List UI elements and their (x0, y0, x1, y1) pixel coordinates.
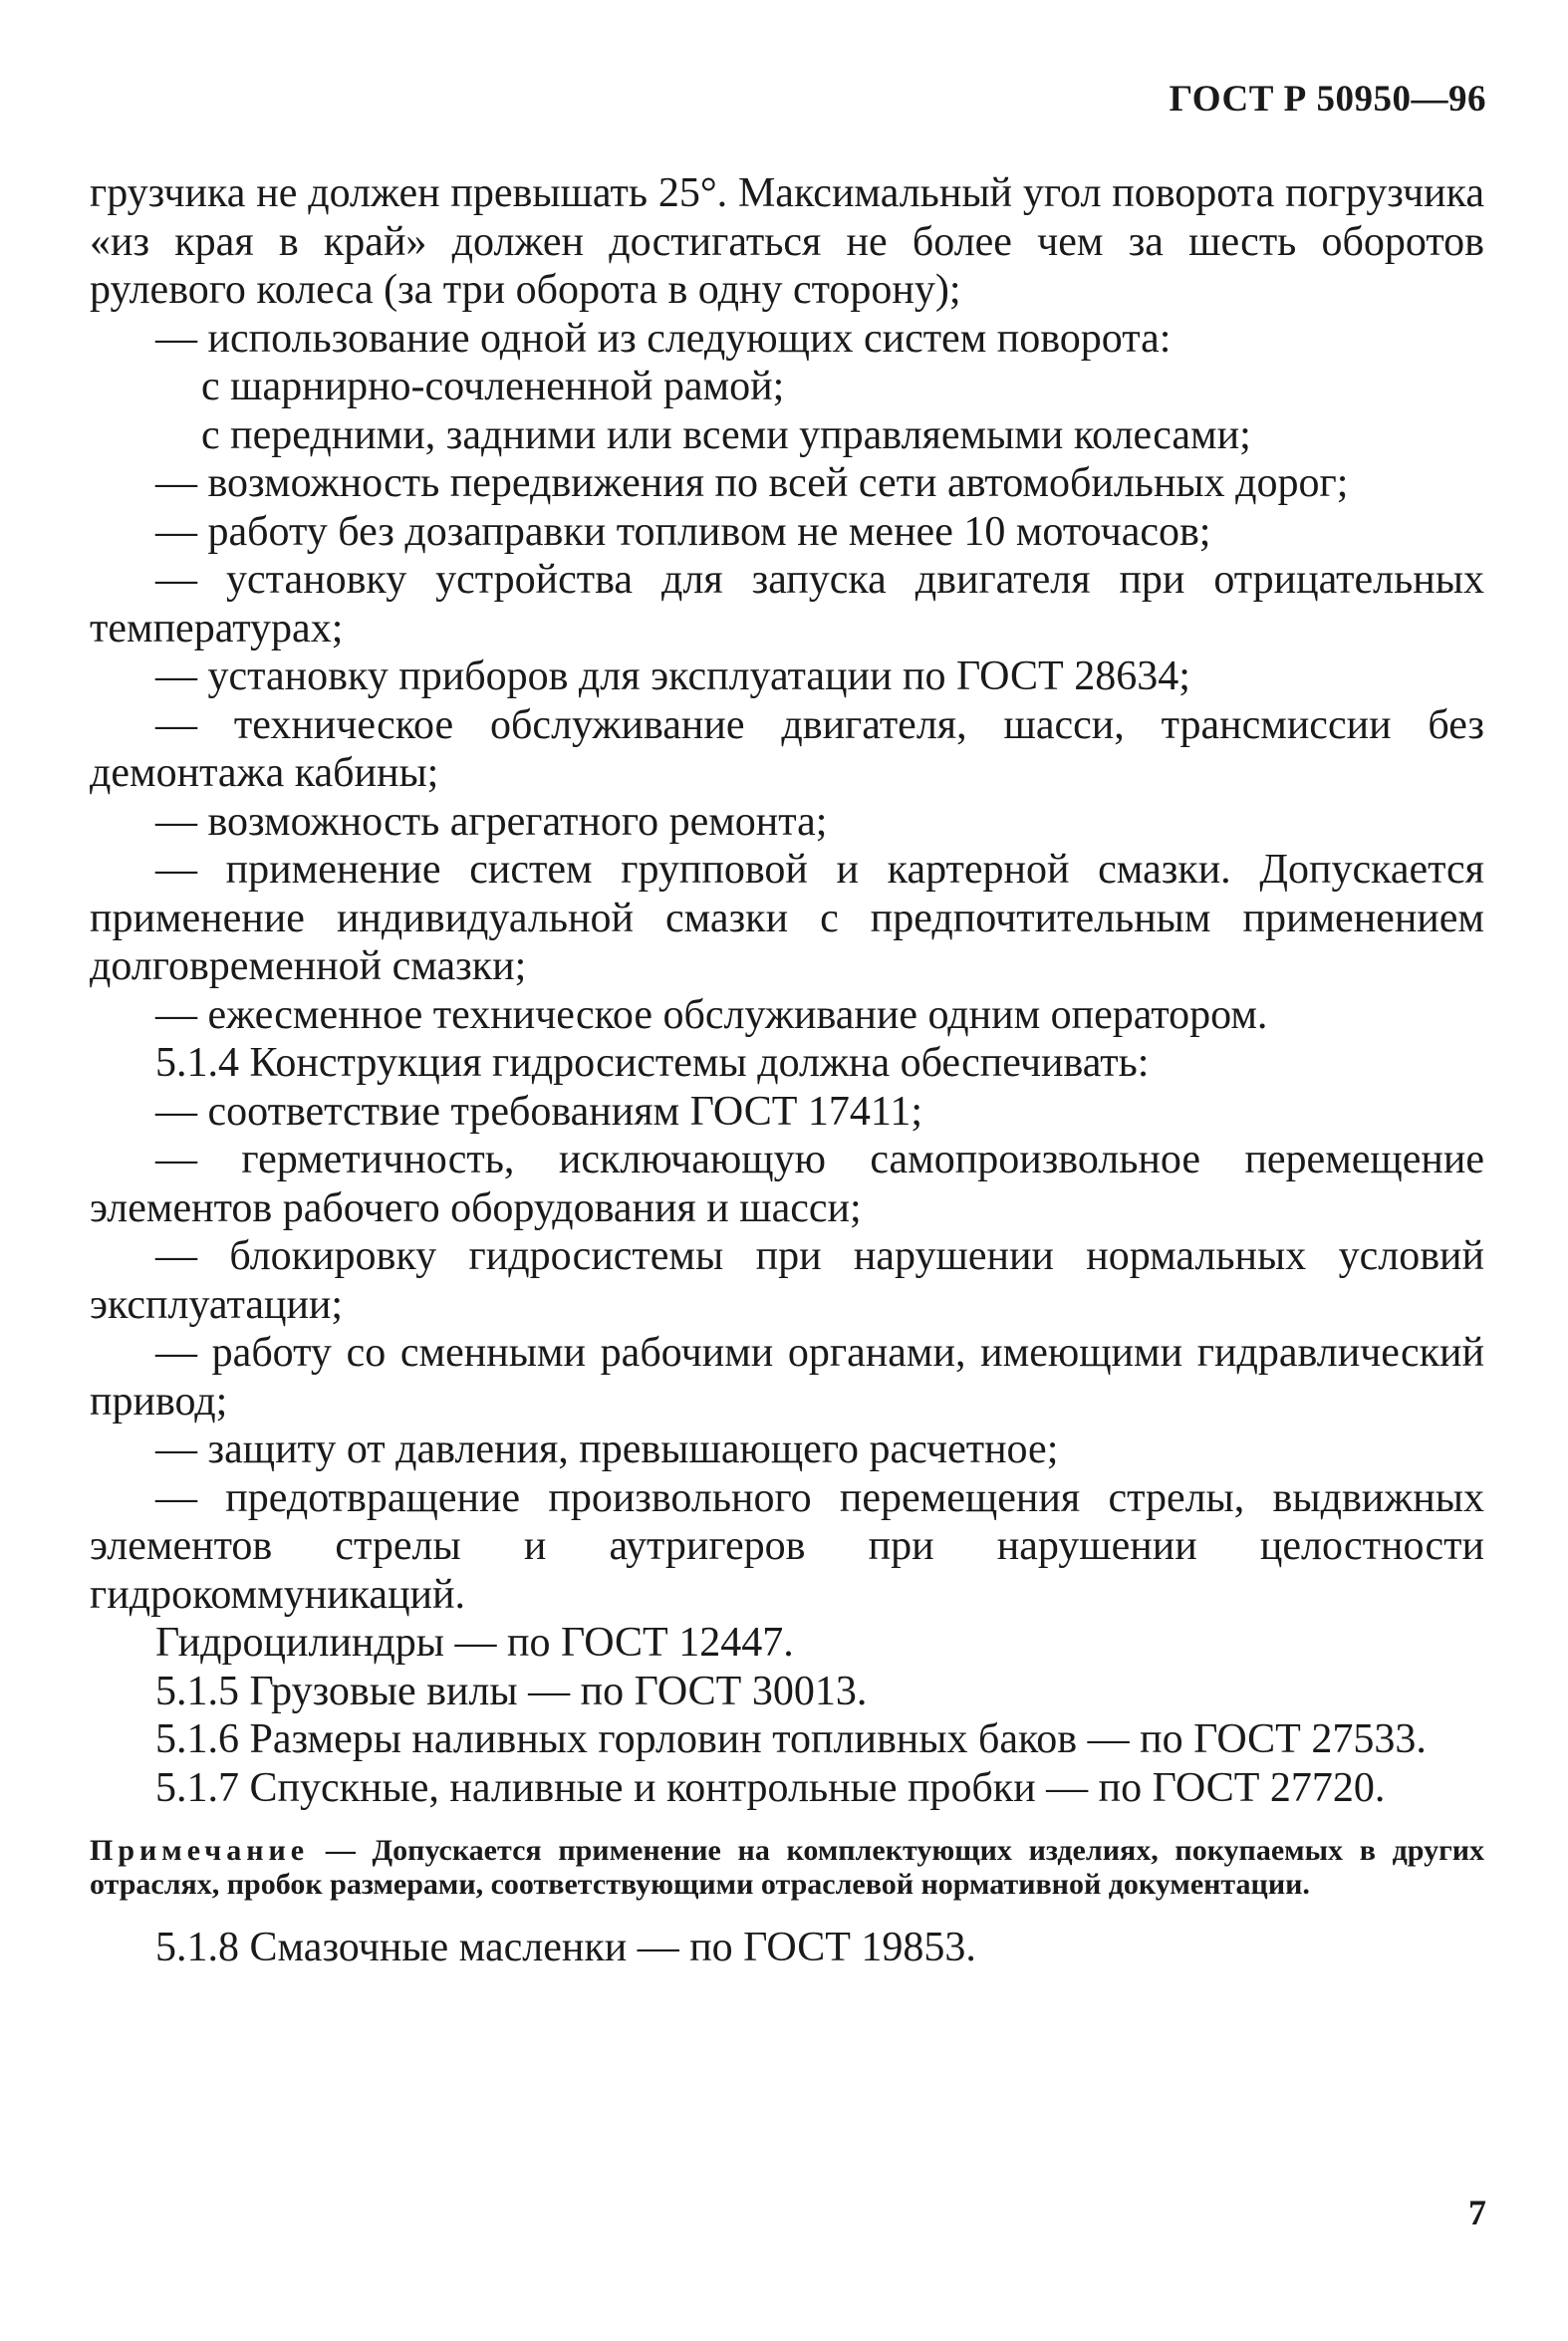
note-label: Примечание (90, 1834, 310, 1867)
note (90, 1834, 1484, 1902)
standard-header: ГОСТ Р 50950—96 (1169, 79, 1486, 120)
list-item: — герметичность, исключающую самопроизвольное перемещение элементов рабочего оборудования и шасси; (90, 1137, 1484, 1231)
body-text (90, 169, 1484, 1972)
note-text: — Допускается применение на комплектующих изделиях, покупаемых в других отраслях, пробок размерами, соответствующими отраслевой нормативной документации. (90, 1834, 1484, 1901)
list-item: — блокировку гидросистемы при нарушении нормальных условий эксплуатации; (90, 1233, 1484, 1328)
list-item: — защиту от давления, превышающего расчетное; (155, 1427, 1059, 1472)
list-item: — использование одной из следующих систем поворота: (155, 315, 1172, 362)
sub-list-item: с передними, задними или всеми управляемыми колесами; (201, 411, 1251, 458)
list-item: — предотвращение произвольного перемещения стрелы, выдвижных элементов стрелы и аутригеров при нарушении целостности гидрокоммуникаций. (90, 1474, 1484, 1618)
hydraulic-cylinders-line: Гидроцилиндры — по ГОСТ 12447. (155, 1620, 794, 1666)
list-item: — возможность передвижения по всей сети автомобильных дорог; (155, 460, 1349, 506)
list-item: — работу со сменными рабочими органами, имеющими гидравлический привод; (90, 1330, 1484, 1425)
section-5-1-8: 5.1.8 Смазочные масленки — по ГОСТ 19853. (155, 1925, 976, 1970)
list-item: — возможность агрегатного ремонта; (155, 798, 828, 845)
section-5-1-7: 5.1.7 Спускные, наливные и контрольные пробки — по ГОСТ 27720. (155, 1764, 1386, 1811)
list-item: — работу без дозаправки топливом не менее 10 моточасов; (155, 508, 1211, 555)
list-item: — техническое обслуживание двигателя, шасси, трансмиссии без демонтажа кабины; (90, 701, 1484, 796)
section-5-1-4: 5.1.4 Конструкция гидросистемы должна обеспечивать: (155, 1040, 1150, 1086)
list-item: — применение систем групповой и картерной смазки. Допускается применение индивидуальной смазки с предпочтительным применением долговременной смазки; (90, 847, 1484, 989)
sub-list-item: с шарнирно-сочлененной рамой; (201, 364, 785, 409)
list-item: — установку приборов для эксплуатации по ГОСТ 28634; (155, 653, 1190, 699)
list-item: — ежесменное техническое обслуживание одним оператором. (155, 991, 1268, 1038)
page-number: 7 (1468, 2193, 1486, 2232)
section-5-1-5: 5.1.5 Грузовые вилы — по ГОСТ 30013. (155, 1668, 868, 1714)
list-item: — установку устройства для запуска двигателя при отрицательных температурах; (90, 557, 1484, 651)
list-item: — соответствие требованиям ГОСТ 17411; (155, 1088, 922, 1135)
paragraph: грузчика не должен превышать 25°. Максимальный угол поворота погрузчика «из края в край» должен достигаться не более чем за шесть оборотов рулевого колеса (за три оборота в одну сторону); (90, 170, 1484, 313)
section-5-1-6: 5.1.6 Размеры наливных горловин топливных баков — по ГОСТ 27533. (155, 1716, 1427, 1762)
